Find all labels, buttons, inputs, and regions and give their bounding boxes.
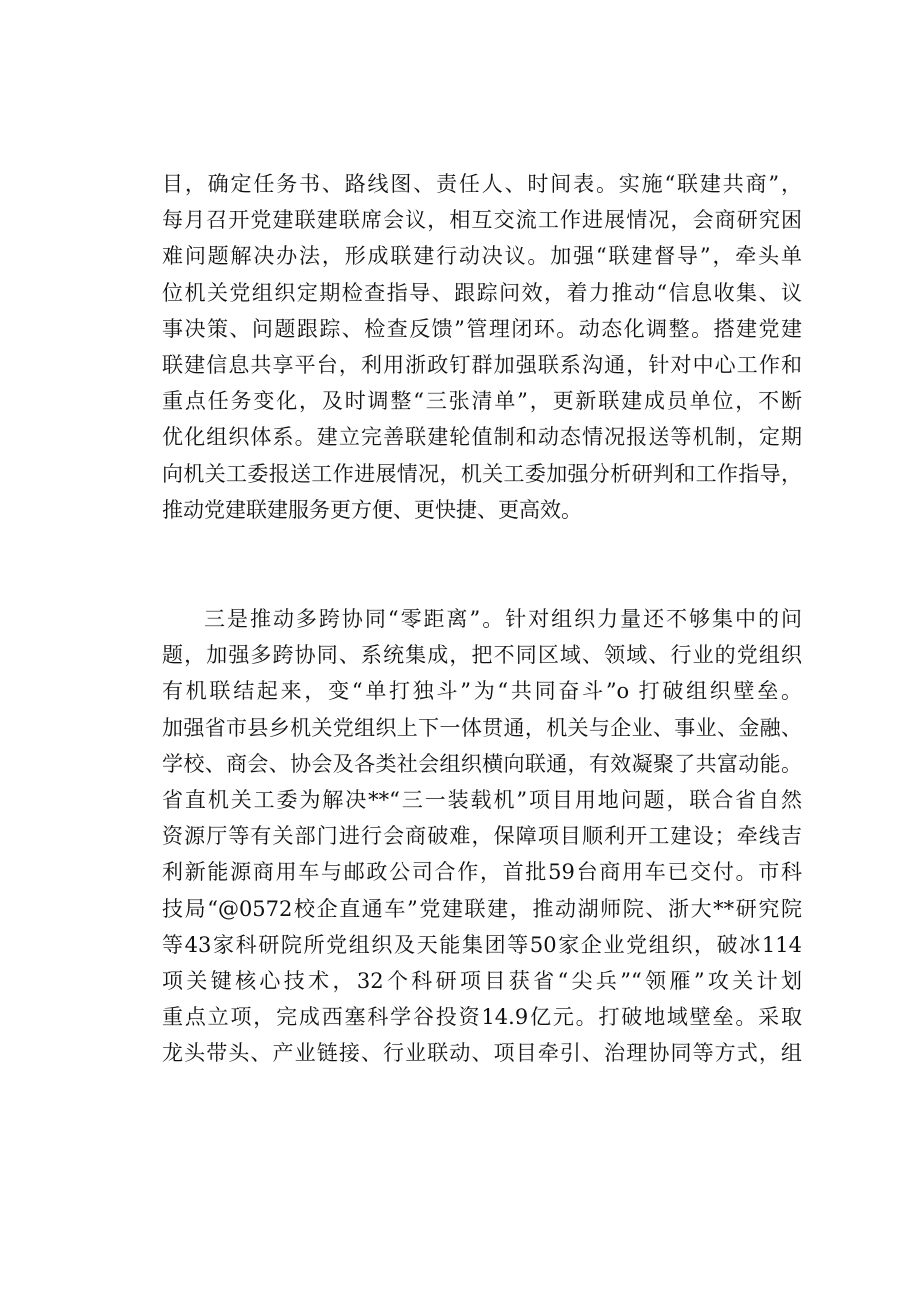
paragraph-line: 每月召开党建联建联席会议，相互交流工作进展情况，会商研究困	[162, 208, 802, 233]
paragraph-line: 龙头带头、产业链接、行业联动、项目牵引、治理协同等方式，组	[162, 1041, 802, 1066]
paragraph-line: 向机关工委报送工作进展情况，机关工委加强分析研判和工作指导，	[162, 461, 802, 486]
paragraph-line: 事决策、问题跟踪、检查反馈”管理闭环。动态化调整。搭建党建	[162, 316, 802, 341]
paragraph-line: 重点立项，完成西塞科学谷投资14.9亿元。打破地域壁垒。采取	[162, 1005, 802, 1030]
paragraph-line: 联建信息共享平台，利用浙政钉群加强联系沟通，针对中心工作和	[162, 352, 802, 377]
paragraph-line: 难问题解决办法，形成联建行动决议。加强“联建督导”，牵头单	[162, 244, 802, 269]
paragraph-line: 等43家科研院所党组织及天能集团等50家企业党组织，破冰114	[162, 932, 802, 957]
paragraph-line: 重点任务变化，及时调整“三张清单”，更新联建成员单位，不断	[162, 389, 802, 414]
paragraph-line: 位机关党组织定期检查指导、跟踪问效，着力推动“信息收集、议	[162, 280, 802, 305]
paragraph-line: 目，确定任务书、路线图、责任人、时间表。实施“联建共商”，	[162, 172, 802, 196]
paragraph-line: 推动党建联建服务更方便、更快捷、更高效。	[162, 497, 582, 522]
paragraph-line: 题，加强多跨协同、系统集成，把不同区域、领域、行业的党组织	[162, 643, 802, 668]
paragraph-2	[162, 601, 802, 1071]
paragraph-line: 省直机关工委为解决**“三一装载机”项目用地问题，联合省自然	[162, 787, 802, 812]
paragraph-line: 项关键核心技术，32个科研项目获省“尖兵”“领雁”攻关计划	[162, 968, 802, 993]
paragraph-line: 资源厅等有关部门进行会商破难，保障项目顺利开工建设；牵线吉	[162, 824, 802, 849]
paragraph-line: 有机联结起来，变“单打独斗”为“共同奋斗”o 打破组织壁垒。	[162, 679, 802, 704]
paragraph-line: 学校、商会、协会及各类社会组织横向联通，有效凝聚了共富动能。	[162, 751, 802, 776]
paragraph-line: 技局“@0572校企直通车”党建联建，推动湖师院、浙大**研究院	[162, 896, 802, 921]
paragraph-line: 利新能源商用车与邮政公司合作，首批59台商用车已交付。市科	[162, 860, 802, 885]
paragraph-line: 三是推动多跨协同“零距离”。针对组织力量还不够集中的问	[204, 607, 802, 631]
paragraph-line: 加强省市县乡机关党组织上下一体贯通，机关与企业、事业、金融、	[162, 715, 802, 740]
paragraph-line: 优化组织体系。建立完善联建轮值制和动态情况报送等机制，定期	[162, 425, 802, 450]
paragraph-1	[162, 166, 802, 528]
